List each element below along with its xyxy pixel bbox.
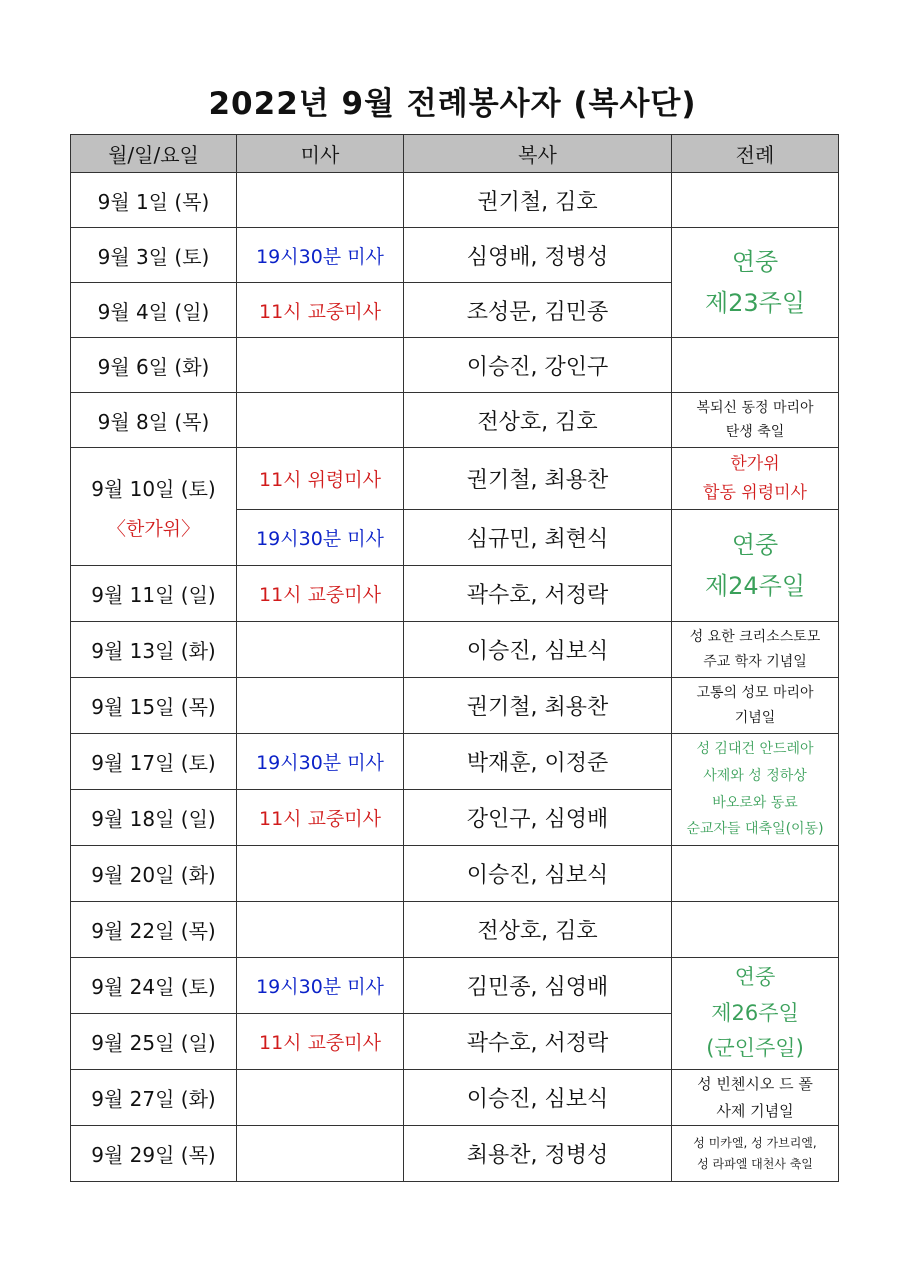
table-row: [71, 173, 839, 228]
holiday-label: 〈한가위〉: [106, 517, 201, 540]
date-cell: 9월 15일 (목): [71, 678, 237, 734]
liturgy-line: 사제와 성 정하상: [703, 767, 807, 784]
liturgy-archangels: [672, 1126, 839, 1182]
server-cell: 전상호, 김호: [404, 902, 672, 958]
mass-cell: [237, 1126, 404, 1182]
liturgy-chrysostom: [672, 622, 839, 678]
date-cell: 9월 27일 (화): [71, 1070, 237, 1126]
liturgy-line: 성 라파엘 대천사 축일: [697, 1156, 813, 1171]
liturgy-line: 성 미카엘, 성 가브리엘,: [693, 1135, 817, 1150]
mass-cell: 19시30분 미사: [237, 958, 404, 1014]
table-row: [71, 678, 839, 734]
table-row: [71, 448, 839, 510]
liturgy-line: 탄생 축일: [725, 424, 785, 440]
server-cell: 이승진, 심보식: [404, 1070, 672, 1126]
table-row: [71, 393, 839, 448]
mass-cell: [237, 622, 404, 678]
date-cell: 9월 17일 (토): [71, 734, 237, 790]
server-cell: 권기철, 김호: [404, 173, 672, 228]
table-header-row: [71, 135, 839, 173]
liturgy-line: 합동 위령미사: [703, 482, 807, 503]
mass-cell: 11시 교중미사: [237, 566, 404, 622]
table-row: [71, 734, 839, 790]
date-cell: 9월 4일 (일): [71, 283, 237, 338]
server-cell: 곽수호, 서정락: [404, 566, 672, 622]
table-row: [71, 622, 839, 678]
mass-cell: 19시30분 미사: [237, 734, 404, 790]
date-cell: 9월 18일 (일): [71, 790, 237, 846]
table-row: [71, 338, 839, 393]
mass-cell: 11시 교중미사: [237, 1014, 404, 1070]
liturgy-cell-empty: [672, 902, 839, 958]
server-cell: 전상호, 김호: [404, 393, 672, 448]
liturgy-ordinary-26: [672, 958, 839, 1070]
date-cell: 9월 29일 (목): [71, 1126, 237, 1182]
server-cell: 최용찬, 정병성: [404, 1126, 672, 1182]
server-cell: 권기철, 최용찬: [404, 448, 672, 510]
liturgy-line: 바오로와 동료: [712, 794, 798, 811]
mass-cell: 19시30분 미사: [237, 510, 404, 566]
liturgy-mary-birth: [672, 393, 839, 448]
liturgy-line: 주교 학자 기념일: [703, 653, 807, 670]
mass-cell: [237, 1070, 404, 1126]
date-cell: 9월 25일 (일): [71, 1014, 237, 1070]
liturgy-ordinary-23: [672, 228, 839, 338]
date-text: 9월 10일 (토): [91, 476, 216, 501]
liturgy-line: 순교자들 대축일(이동): [686, 821, 824, 838]
date-cell: 9월 8일 (목): [71, 393, 237, 448]
liturgy-line: 성 요한 크리소스토모: [689, 629, 821, 645]
server-cell: 조성문, 김민종: [404, 283, 672, 338]
page-title: 2022년 9월 전례봉사자 (복사단): [208, 86, 697, 122]
mass-cell: [237, 338, 404, 393]
liturgy-cell-empty: [672, 338, 839, 393]
liturgy-ordinary-24: [672, 510, 839, 622]
server-cell: 강인구, 심영배: [404, 790, 672, 846]
table-row: [71, 846, 839, 902]
liturgy-line: 연중: [731, 247, 779, 276]
liturgy-martyrs: [672, 734, 839, 846]
server-cell: 김민종, 심영배: [404, 958, 672, 1014]
server-cell: 이승진, 심보식: [404, 622, 672, 678]
table-row: [71, 228, 839, 283]
server-cell: 이승진, 심보식: [404, 846, 672, 902]
mass-cell: 19시30분 미사: [237, 228, 404, 283]
mass-cell: [237, 902, 404, 958]
server-cell: 심영배, 정병성: [404, 228, 672, 283]
date-cell: 9월 6일 (화): [71, 338, 237, 393]
mass-cell: [237, 393, 404, 448]
liturgy-line: 성 김대건 안드레아: [696, 741, 814, 758]
mass-cell: 11시 교중미사: [237, 790, 404, 846]
server-cell: 심규민, 최현식: [404, 510, 672, 566]
server-cell: 곽수호, 서정락: [404, 1014, 672, 1070]
mass-cell: [237, 678, 404, 734]
server-cell: 권기철, 최용찬: [404, 678, 672, 734]
date-cell: 9월 1일 (목): [71, 173, 237, 228]
server-cell: 이승진, 강인구: [404, 338, 672, 393]
liturgy-sorrows: [672, 678, 839, 734]
mass-cell: [237, 846, 404, 902]
date-cell: 9월 11일 (일): [71, 566, 237, 622]
liturgy-line: 한가위: [730, 453, 780, 474]
date-cell: 9월 22일 (목): [71, 902, 237, 958]
server-cell: 박재훈, 이정준: [404, 734, 672, 790]
liturgy-cell-empty: [672, 846, 839, 902]
liturgy-line: 기념일: [734, 709, 776, 726]
liturgy-vincent: [672, 1070, 839, 1126]
liturgy-line: 제23주일: [704, 288, 806, 317]
mass-cell: 11시 교중미사: [237, 283, 404, 338]
date-cell: [71, 448, 237, 566]
liturgy-line: (군인주일): [706, 1036, 804, 1061]
header-liturgy: 전례: [672, 135, 839, 173]
liturgy-line: 고통의 성모 마리아: [696, 685, 814, 701]
table-row: [71, 902, 839, 958]
liturgy-line: 연중: [731, 530, 779, 559]
date-cell: 9월 3일 (토): [71, 228, 237, 283]
liturgy-line: 제24주일: [704, 571, 806, 600]
header-server: 복사: [404, 135, 672, 173]
table-row: [71, 1126, 839, 1182]
liturgy-line: 제26주일: [711, 1000, 799, 1025]
table-row: [71, 958, 839, 1014]
schedule-table: [70, 134, 839, 1182]
table-row: [71, 1070, 839, 1126]
liturgy-cell-empty: [672, 173, 839, 228]
liturgy-line: 성 빈첸시오 드 폴: [697, 1075, 813, 1094]
date-cell: 9월 13일 (화): [71, 622, 237, 678]
liturgy-hangawi: [672, 448, 839, 510]
mass-cell: 11시 위령미사: [237, 448, 404, 510]
liturgy-line: 복되신 동정 마리아: [696, 399, 814, 416]
date-cell: 9월 20일 (화): [71, 846, 237, 902]
header-mass: 미사: [237, 135, 404, 173]
header-date: 월/일/요일: [71, 135, 237, 173]
date-cell: 9월 24일 (토): [71, 958, 237, 1014]
liturgy-line: 사제 기념일: [716, 1101, 794, 1120]
mass-cell: [237, 173, 404, 228]
liturgy-line: 연중: [734, 964, 776, 989]
